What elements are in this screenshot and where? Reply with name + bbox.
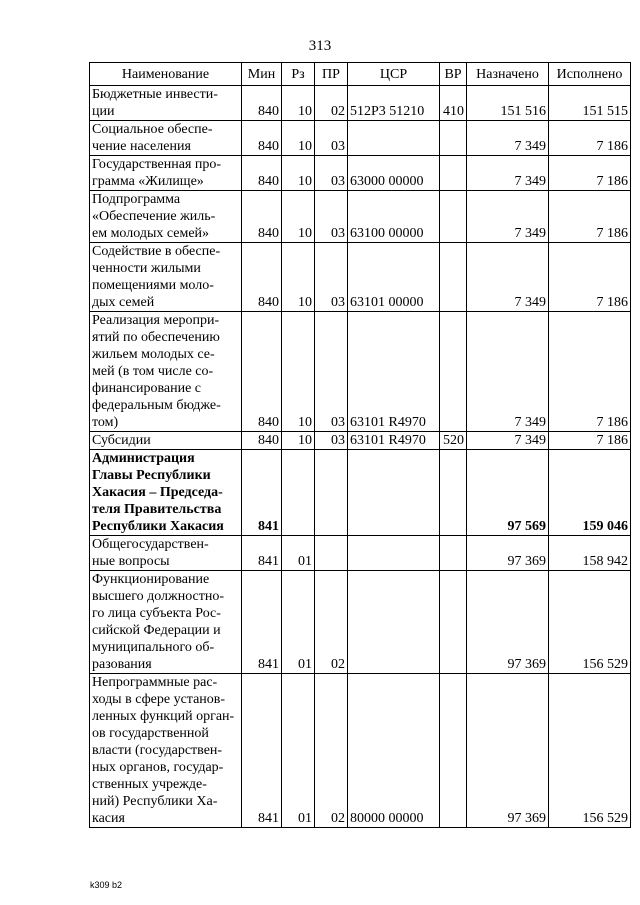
cell-rz: 10: [282, 121, 315, 156]
col-header-vr: ВР: [440, 63, 467, 86]
table-row: [90, 86, 631, 121]
cell-csr: 512Р3 51210: [348, 86, 440, 121]
table-row: [90, 536, 631, 571]
cell-vr: [440, 243, 467, 312]
table-row: [90, 432, 631, 450]
cell-rz: 10: [282, 312, 315, 432]
cell-csr: 63101 00000: [348, 243, 440, 312]
cell-pr: 02: [315, 571, 348, 674]
cell-vr: [440, 536, 467, 571]
cell-csr: 80000 00000: [348, 674, 440, 828]
cell-vr: [440, 450, 467, 536]
cell-rz: 10: [282, 432, 315, 450]
cell-vr: [440, 191, 467, 243]
cell-rz: [282, 450, 315, 536]
cell-assigned: 7 349: [467, 312, 549, 432]
cell-pr: 02: [315, 674, 348, 828]
cell-assigned: 97 369: [467, 571, 549, 674]
cell-pr: 02: [315, 86, 348, 121]
cell-csr: 63101 R4970: [348, 312, 440, 432]
cell-assigned: 97 569: [467, 450, 549, 536]
cell-min: 841: [242, 450, 282, 536]
cell-assigned: 7 349: [467, 156, 549, 191]
cell-min: 841: [242, 674, 282, 828]
col-header-pr: ПР: [315, 63, 348, 86]
cell-assigned: 97 369: [467, 536, 549, 571]
cell-executed: 7 186: [549, 312, 631, 432]
cell-vr: [440, 674, 467, 828]
cell-name: Государственная про- грамма «Жилище»: [90, 156, 242, 191]
table-row: [90, 674, 631, 828]
cell-executed: 151 515: [549, 86, 631, 121]
cell-min: 841: [242, 536, 282, 571]
cell-pr: [315, 536, 348, 571]
cell-name: Реализация меропри- ятий по обеспечению жильем молодых се- мей (в том числе со- финансирование с федеральным бюдже- том): [90, 312, 242, 432]
table-header-row: [90, 63, 631, 86]
table-row: [90, 450, 631, 536]
col-header-executed: Исполнено: [549, 63, 631, 86]
cell-vr: [440, 571, 467, 674]
cell-assigned: 97 369: [467, 674, 549, 828]
cell-pr: 03: [315, 432, 348, 450]
cell-name: Непрограммные рас- ходы в сфере установ- ленных функций орган- ов государственной власти (государствен- ных органов, государ- ственных учрежде- ний) Республики Ха- касия: [90, 674, 242, 828]
cell-name: Администрация Главы Республики Хакасия – Председа- теля Правительства Республики Хакасия: [90, 450, 242, 536]
cell-csr: [348, 536, 440, 571]
col-header-csr: ЦСР: [348, 63, 440, 86]
cell-executed: 159 046: [549, 450, 631, 536]
cell-rz: 01: [282, 571, 315, 674]
cell-min: 840: [242, 243, 282, 312]
cell-executed: 7 186: [549, 156, 631, 191]
cell-assigned: 151 516: [467, 86, 549, 121]
cell-pr: [315, 450, 348, 536]
cell-assigned: 7 349: [467, 243, 549, 312]
cell-rz: 10: [282, 243, 315, 312]
cell-csr: 63000 00000: [348, 156, 440, 191]
cell-min: 840: [242, 156, 282, 191]
cell-name: Подпрограмма «Обеспечение жиль- ем молодых семей»: [90, 191, 242, 243]
cell-csr: 63101 R4970: [348, 432, 440, 450]
cell-vr: [440, 121, 467, 156]
cell-csr: 63100 00000: [348, 191, 440, 243]
cell-csr: [348, 571, 440, 674]
cell-rz: 10: [282, 86, 315, 121]
cell-executed: 158 942: [549, 536, 631, 571]
table-body: [90, 86, 631, 828]
cell-assigned: 7 349: [467, 432, 549, 450]
cell-pr: 03: [315, 156, 348, 191]
page-number: 313: [308, 38, 332, 54]
cell-executed: 7 186: [549, 432, 631, 450]
cell-vr: 520: [440, 432, 467, 450]
col-header-rz: Рз: [282, 63, 315, 86]
table-row: [90, 121, 631, 156]
cell-executed: 156 529: [549, 674, 631, 828]
cell-name: Бюджетные инвести- ции: [90, 86, 242, 121]
col-header-assigned: Назначено: [467, 63, 549, 86]
cell-name: Функционирование высшего должностно- го лица субъекта Рос- сийской Федерации и муниципального об- разования: [90, 571, 242, 674]
cell-csr: [348, 121, 440, 156]
cell-executed: 7 186: [549, 191, 631, 243]
budget-table: [89, 62, 631, 828]
table-row: [90, 243, 631, 312]
cell-name: Социальное обеспе- чение населения: [90, 121, 242, 156]
cell-name: Общегосударствен- ные вопросы: [90, 536, 242, 571]
cell-pr: 03: [315, 191, 348, 243]
cell-name: Субсидии: [90, 432, 242, 450]
table-row: [90, 571, 631, 674]
cell-rz: 01: [282, 674, 315, 828]
cell-rz: 10: [282, 191, 315, 243]
cell-pr: 03: [315, 243, 348, 312]
cell-pr: 03: [315, 121, 348, 156]
cell-rz: 01: [282, 536, 315, 571]
cell-vr: [440, 156, 467, 191]
col-header-name: Наименование: [90, 63, 242, 86]
cell-csr: [348, 450, 440, 536]
cell-name: Содействие в обеспе- ченности жилыми помещениями моло- дых семей: [90, 243, 242, 312]
cell-assigned: 7 349: [467, 121, 549, 156]
cell-min: 840: [242, 121, 282, 156]
footer-code: k309 b2: [90, 880, 123, 890]
table-row: [90, 312, 631, 432]
cell-min: 840: [242, 86, 282, 121]
cell-rz: 10: [282, 156, 315, 191]
cell-min: 840: [242, 432, 282, 450]
cell-min: 841: [242, 571, 282, 674]
cell-executed: 156 529: [549, 571, 631, 674]
cell-executed: 7 186: [549, 121, 631, 156]
cell-min: 840: [242, 191, 282, 243]
cell-assigned: 7 349: [467, 191, 549, 243]
table-row: [90, 191, 631, 243]
cell-pr: 03: [315, 312, 348, 432]
cell-executed: 7 186: [549, 243, 631, 312]
table-row: [90, 156, 631, 191]
cell-min: 840: [242, 312, 282, 432]
cell-vr: 410: [440, 86, 467, 121]
cell-vr: [440, 312, 467, 432]
col-header-min: Мин: [242, 63, 282, 86]
